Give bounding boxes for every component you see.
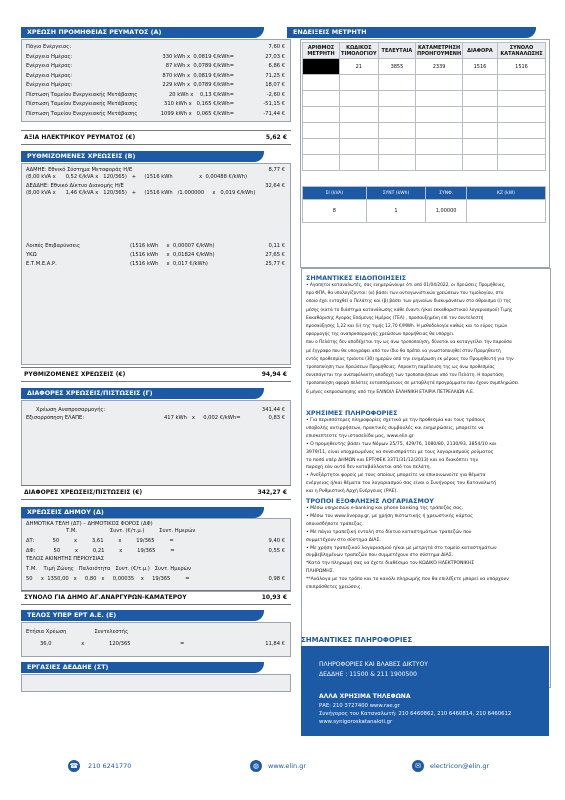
payment-line: *Κατά την πληρωμή σας να έχετε διαθέσιμο τον ΚΩΔΙΚΟ ΗΛΕΚΤΡΟΝΙΚΗΣ	[306, 561, 475, 567]
regulated-row-calc: (1516 kWh x 0,01824 €/kWh)	[130, 252, 215, 258]
meter-col-diff: ΔΙΑΦΟΡΑ	[462, 43, 497, 59]
municipal-tap-amount: 0,98 €	[268, 576, 285, 582]
notice-line: • Αγαπητοί καταναλωτές, σας ενημερώνουμε ότι από 01/04/2022, οι Χρεώσεις Προμήθειας,	[306, 283, 506, 288]
notice-line: Εκκαθάρισης Αγοράς Επόμενης Ημέρας (ΤΕΑ) , προσαυξημένη επί τον συντελεστή	[306, 315, 484, 321]
supply-row-amount: -51,15 €	[263, 101, 285, 107]
supply-total-label: ΑΞΙΑ ΗΛΕΚΤΡΙΚΟΥ ΡΕΥΜΑΤΟΣ (€)	[24, 134, 136, 141]
municipal-header: ΧΡΕΩΣΕΙΣ ΔΗΜΟΥ (Δ)	[21, 507, 264, 518]
phone-icon: ☎	[69, 762, 79, 770]
sub-coef-value: 1,00000	[426, 200, 466, 223]
supply-row-label: Ενέργεια Ημέρας:	[26, 63, 73, 69]
important-title: ΣΗΜΑΝΤΙΚΕΣ ΠΛΗΡΟΦΟΡΙΕΣ	[301, 636, 413, 644]
notice-line: προ ΦΠΑ, θα υπολογίζονται: (α) βάσει των ανταγωνιστικών χρεώσεων του τιμολογίου, στο	[306, 291, 504, 297]
important-consumer-ombudsman: Συνήγορος του Καταναλωτή: 210 6460862, 210 6460814, 210 6460612	[319, 711, 512, 717]
envelope-icon: ✉	[412, 760, 424, 772]
notice-line: 6 μήνες εκπροσώπησης από την ΕΛΙΝΟΙΛ ΕΛΛΗΝΙΚΗ ΕΤΑΙΡΙΑ ΠΕΤΡΕΛΑΙΩΝ Α.Ε.	[306, 389, 475, 395]
municipal-total-label: ΣΥΝΟΛΟ ΓΙΑ ΔΗΜΟ ΑΓ.ΑΝΑΡΓΥΡΩΝ-ΚΑΜΑΤΕΡΟΥ	[24, 594, 187, 601]
meter-diff-value: 1516	[462, 59, 497, 75]
municipal-row-df: ΔΦ: 50 x 0,21 x 19/365 =	[26, 548, 175, 554]
info-line: επισκεπτεστε την ιστοσελίδα μας, www.elin.gr	[306, 433, 414, 439]
meter-col-number: ΑΡΙΘΜΟΣ ΜΕΤΡΗΤΗ	[303, 43, 340, 59]
footer-web[interactable]: www.elin.gr	[268, 762, 307, 770]
sub-col-kw: ΚΖ (kW)	[466, 187, 545, 200]
notice-line: εντός προθεσμίας τριάντα (30) ημερών από την ενημέρωση εκ μέρους του Προμηθευτή για την	[306, 356, 514, 362]
payment-line: • Με πάγια τραπεζική εντολή στο δίκτυο καταστημάτων τραπεζών που	[306, 529, 472, 535]
misc-adjustment-label: Χρέωση Αναπροσαρμογής:	[36, 407, 106, 413]
notice-line: εφαρμογής της αναπροσαρμογής χρεώσεων προμήθειας θα υπάρχει.	[306, 332, 455, 338]
info-title: ΧΡΗΣΙΜΕΣ ΠΛΗΡΟΦΟΡΙΕΣ	[306, 409, 398, 417]
important-network-phone: ΔΕΔΔΗΕ : 11500 & 211 1900500	[319, 671, 417, 678]
meter-code-value: 21	[340, 59, 379, 75]
supply-row-amount: 7,60 €	[268, 44, 285, 50]
info-line: παροχή εάν αυτό δεν καταβάλλονται από τον πελάτη.	[306, 465, 432, 471]
footer-email[interactable]: electricon@elin.gr	[430, 762, 490, 770]
meter-table	[302, 42, 546, 171]
notice-line: με έγγραφο που θα υπογράφει από τον ίδιο θα πρέπει να γνωστοποιηθεί στον Προμηθευτή	[306, 348, 501, 354]
notice-line: μέσης (κατά το διάστημα κατανάλωσης κάθε έναντι ή/και εκκαθαριστικού λογαριασμού) Τιμής	[306, 307, 513, 313]
payment-line: επιπρόσθετες χρεώσεις.	[306, 585, 362, 590]
municipal-h1: Τ.Μ. Συντ. (€/τ.μ.) Συντ. Ημερών	[66, 528, 196, 534]
supply-row-amount: -2,60 €	[266, 91, 285, 98]
municipal-total-bar	[21, 590, 291, 605]
footer-phone[interactable]: 210 6241770	[88, 762, 132, 770]
supply-row-label: Ενέργεια Ημέρας:	[26, 82, 73, 88]
payment-title: ΤΡΟΠΟΙ ΕΞΟΦΛΗΣΗΣ ΛΟΓΑΡΙΑΣΜΟΥ	[306, 497, 434, 505]
supply-row-calc: 87 kWh x 0,0789 €/kWh=	[165, 63, 234, 69]
important-box	[301, 646, 549, 736]
supply-row-label: Πίστωση Ταμείου Ενεργειακής Μετάβασης	[26, 91, 138, 98]
important-network-title: ΠΛΗΡΟΦΟΡΙΕΣ ΚΑΙ ΒΛΑΒΕΣ ΔΙΚΤΥΟΥ	[319, 661, 428, 668]
supply-row-label: Ενέργεια Ημέρας:	[26, 72, 73, 79]
ert-box	[21, 622, 291, 657]
meter-sub-table	[302, 186, 546, 223]
payment-line: • Με χρήση τραπεζικού λογαριασμού ή/και με μετρητά στο ταμείο καταστημάτων	[306, 545, 497, 551]
meter-header: ΕΝΔΕΙΞΕΙΣ ΜΕΤΡΗΤΗ	[287, 27, 536, 38]
meter-col-total: ΣΥΝΟΛΟ ΚΑΤΑΝΑΛΩΣΗΣ	[498, 43, 546, 59]
info-line: • Για περισσότερες πληροφορίες σχετικά με την προθεσμία και τους τρόπους	[306, 418, 486, 423]
supply-row-amount: 27,03 €	[265, 53, 285, 60]
ert-row: 36,0 x 120/365 =	[40, 641, 185, 647]
important-other-title: ΑΛΛΑ ΧΡΗΣΙΜΑ ΤΗΛΕΦΩΝΑ	[319, 693, 411, 700]
meter-number-redacted	[303, 59, 340, 75]
municipal-dt-amount: 9,40 €	[268, 538, 285, 544]
globe-icon: ◍	[250, 760, 262, 772]
regulated-deddie-amount: 32,64 €	[265, 183, 285, 189]
ddeddie-box	[21, 674, 291, 692]
misc-elape-calc: 417 kWh x 0,002 €/kWh=	[164, 415, 241, 421]
sub-col-kva: ΣΙ (kVA)	[303, 187, 367, 200]
regulated-admie-amount: 8,77 €	[268, 167, 285, 173]
regulated-total-bar	[21, 367, 291, 382]
regulated-row-amount: 27,65 €	[265, 252, 285, 258]
supply-row-calc: 330 kWh x 0,0819 €/kWh=	[162, 53, 234, 60]
meter-col-previous: ΚΑΤΑΜΕΤΡΗΣΗ ΠΡΟΗΓΟΥΜΕΝΗ	[417, 44, 462, 57]
important-rae: ΡΑΕ: 210 3727400 www.rae.gr	[319, 703, 400, 709]
misc-total-label: ΔΙΑΦΟΡΕΣ ΧΡΕΩΣΕΙΣ/ΠΙΣΤΩΣΕΙΣ (€)	[24, 489, 143, 496]
supply-row-label: Πίστωση Ταμείου Ενεργειακής Μετάβασης	[26, 101, 138, 107]
supply-row-calc: 310 kWh x 0,165 €/kWh=	[164, 101, 234, 107]
supply-row-calc: 870 kWh x 0,0819 €/kWh=	[162, 72, 234, 79]
regulated-total-label: ΡΥΘΜΙΖΟΜΕΝΕΣ ΧΡΕΩΣΕΙΣ (€)	[24, 371, 126, 378]
ert-header: ΤΕΛΟΣ ΥΠΕΡ ΕΡΤ Α.Ε. (Ε)	[21, 610, 264, 621]
sub-kw-value	[466, 200, 545, 223]
misc-total-bar	[21, 485, 291, 500]
info-line: υποβολής αντιρρήσεων, πρακτικές συμβουλές και ενημερώσεις, μπορείτε να	[306, 425, 484, 431]
municipal-total-value: 10,93 €	[261, 594, 287, 601]
regulated-row-amount: 0,11 €	[268, 243, 285, 249]
ert-amount: 11,84 €	[265, 641, 285, 647]
important-ombudsman-web: www.synigoroskatanaloti.gr	[319, 719, 393, 725]
notice-title: ΣΗΜΑΝΤΙΚΕΣ ΕΙΔΟΠΟΙΗΣΕΙΣ	[306, 274, 407, 282]
info-line: το ποσό υπέρ ΔΗΜΩΝ και ΕΡΤ(ΦΕΚ 3371/31/12/2013) και να διακόπτει την	[306, 457, 479, 463]
payment-line: συμμετέχουν στο σύστημα ΔΙΑΣ.	[306, 537, 381, 543]
meter-last-value: 3855	[378, 59, 416, 75]
regulated-row-label: Λοιπές Επιβαρύνσεις	[26, 243, 81, 249]
payment-line: **Ανάλογα με τον τρόπο και το κανάλι πληρωμής που θα επιλέξετε μπορεί να υπάρχουν	[306, 577, 509, 583]
supply-row-calc: 1099 kWh x 0,065 €/kWh=	[160, 110, 234, 117]
supply-row-amount: 18,07 €	[265, 82, 285, 88]
supply-row-amount: 6,86 €	[268, 63, 285, 69]
misc-header: ΔΙΑΦΟΡΕΣ ΧΡΕΩΣΕΙΣ/ΠΙΣΤΩΣΕΙΣ (Γ)	[21, 388, 264, 399]
info-line: 3979/11, είναι υποχρεωμένος να συνεισπράττει με τους λογαριασμούς ρεύματος	[306, 449, 494, 455]
municipal-row-dt: ΔΤ: 50 x 3,61 x 19/365 =	[26, 538, 174, 544]
info-line: και η Ρυθμιστική Αρχή Ενέργειας (ΡΑΕ).	[306, 489, 398, 495]
municipal-df-amount: 0,55 €	[268, 548, 285, 554]
supply-row-amount: 71,25 €	[265, 72, 285, 79]
notice-line: συνεπάγεται την ανεπιφύλακτη αποδοχή των τροποποιήσεων από τον Πελάτη. Η παρατάση	[306, 373, 504, 379]
sub-col-coef: ΣΥΝΦ.	[426, 187, 466, 200]
notice-line: οποίο έχει ενταχθεί ο Πελάτης και (β) βάσει των μηνιαίων διακυμάνσεων στο άθροισμα (i) της	[306, 299, 512, 305]
supply-row-calc: 229 kWh x 0,0789 €/kWh=	[162, 82, 234, 88]
supply-row-label: Πάγιο Ενέργειας:	[26, 44, 72, 50]
payment-line: οποιασδήποτε τράπεζας.	[306, 521, 364, 527]
payment-line: • Μέσω του www.livepay.gr, με χρήση πιστωτικής ή χρεωστικής κάρτας	[306, 513, 473, 519]
info-line: • Ο προμηθευτής βάσει των Νόμων 25/75, 429/76, 1080/80, 2130/93, 3854/10 και	[306, 441, 497, 447]
ddeddie-header: ΕΡΓΑΣΙΕΣ ΔΕΔΔΗΕ (ΣΤ)	[21, 662, 264, 673]
notice-line: τροποποίηση αφορά πελάτες εντασσόμενους σε μεταβλητά προγράμματα που έχουν συμπληρώσει	[306, 381, 519, 387]
payment-line: ΠΛΗΡΩΜΗΣ.	[306, 569, 335, 575]
meter-previous-value: 2339	[416, 59, 463, 75]
regulated-row-calc: (1516 kWh x 0,00007 €/kWh)	[130, 243, 215, 249]
regulated-total-value: 94,94 €	[261, 371, 287, 378]
supply-total-value: 5,62 €	[265, 134, 287, 141]
notice-line: τροποποίηση των Χρεώσεων Προμήθειας. Απρακτη παρέλευση της ως άνω προθεσμίας	[306, 365, 495, 370]
notice-line: προσαύξησης 1,22 και (ii) της τιμής 12,70 €/MWh. Η μεθοδολογία καθώς και το εύρος τιμών	[306, 324, 508, 329]
regulated-row-calc: (1516 kWh x 0,017 €/kWh)	[130, 261, 208, 267]
payment-line: • Μέσω υπηρεσιών e-banking και phone banking της τράπεζάς σας.	[306, 506, 464, 511]
misc-adjustment-amount: 341,44 €	[261, 407, 285, 413]
info-line: ενέργειας ή/και θέματα του λογαριασμού σας είναι ο Συνήγορος του Καταναλωτή	[306, 481, 497, 487]
regulated-deddie-label: ΔΕΔΔΗΕ: Εθνικό Δίκτυο Διανομής Η/Ε	[26, 183, 124, 189]
misc-elape-label: Εξισορρόπηση ΕΛΑΠΕ:	[26, 415, 85, 421]
municipal-row-tap: 50 x 1350,00 x 0,80 x 0,00035 x 19/365 =	[26, 576, 190, 582]
meter-total-value: 1516	[498, 59, 546, 75]
sub-kwh-value: 1	[366, 200, 426, 223]
regulated-row-label: Ε.Τ.Μ.Ε.Α.Ρ.	[26, 261, 57, 267]
municipal-h2: Τ.Μ. Τιμή Ζώνης Παλαιότητα Συντ. (€/τ.μ.) Συντ. Ημερών	[26, 566, 191, 572]
supply-header: ΧΡΕΩΣΗ ΠΡΟΜΗΘΕΙΑΣ ΡΕΥΜΑΤΟΣ (Α)	[21, 27, 264, 38]
supply-row-label: Ενέργεια Ημέρας:	[26, 53, 73, 60]
misc-elape-amount: 0,83 €	[268, 415, 285, 421]
meter-col-code: ΚΩΔΙΚΟΣ ΤΙΜΟΛΟΓΙΟΥ	[341, 44, 377, 57]
payment-line: συμβεβλημένων τραπεζών που συμμετέχουν στο σύστημα ΔΙΑΣ.	[306, 553, 454, 559]
misc-total-value: 342,27 €	[257, 489, 287, 496]
municipal-sub2: ΤΕΛΟΣ ΑΚΙΝΗΤΗΣ ΠΕΡΙΟΥΣΙΑΣ	[26, 556, 104, 562]
regulated-header: ΡΥΘΜΙΖΟΜΕΝΕΣ ΧΡΕΩΣΕΙΣ (Β)	[21, 151, 264, 162]
supply-total-bar	[21, 130, 291, 145]
ert-headings: Ετήσια Χρέωση Συντελεστής	[26, 629, 129, 635]
supply-row-calc: 20 kWh x 0,13 €/kWh=	[168, 91, 234, 98]
meter-col-last: ΤΕΛΕΥΤΑΙΑ	[378, 43, 416, 59]
regulated-row-amount: 25,77 €	[265, 261, 285, 267]
sub-kva-value: 8	[303, 200, 367, 223]
supply-row-amount: -71,44 €	[263, 110, 285, 117]
supply-row-label: Πίστωση Ταμείου Ενεργειακής Μετάβασης	[26, 110, 138, 117]
regulated-admie-label: ΑΔΜΗΕ: Εθνικό Σύστημα Μεταφοράς Η/Ε	[26, 167, 133, 173]
sub-col-kwh: ΣΥΝΤ (kWh)	[366, 187, 426, 200]
regulated-row-label: ΥΚΩ	[26, 252, 37, 258]
regulated-admie-formula: (8,00 kVA x 0,52 €/kVA x 120/365) + (1516 kWh x 0,00488 €/kWh)	[26, 174, 248, 180]
notice-line: που ο Πελάτης δεν αποδέχεται την ως άνω τροποποίηση, δύναται να καταγγείλει την παρούσα	[306, 340, 512, 346]
info-line: • Ανεξάρτητοι φορείς με τους οποίους μπορείτε να επικοινωνείτε για θέματα	[306, 473, 486, 479]
municipal-sub1: ΔΗΜΟΤΙΚΑ ΤΕΛΗ (ΔΤ) – ΔΗΜΟΤΙΚΟΣ ΦΟΡΟΣ (ΔΦ)	[26, 521, 153, 527]
regulated-deddie-formula: (8,00 kVA x 1,46 €/kVA x 120/365) + (1516 kWh /1.000000 x 0,019 €/kWh)	[26, 190, 256, 196]
